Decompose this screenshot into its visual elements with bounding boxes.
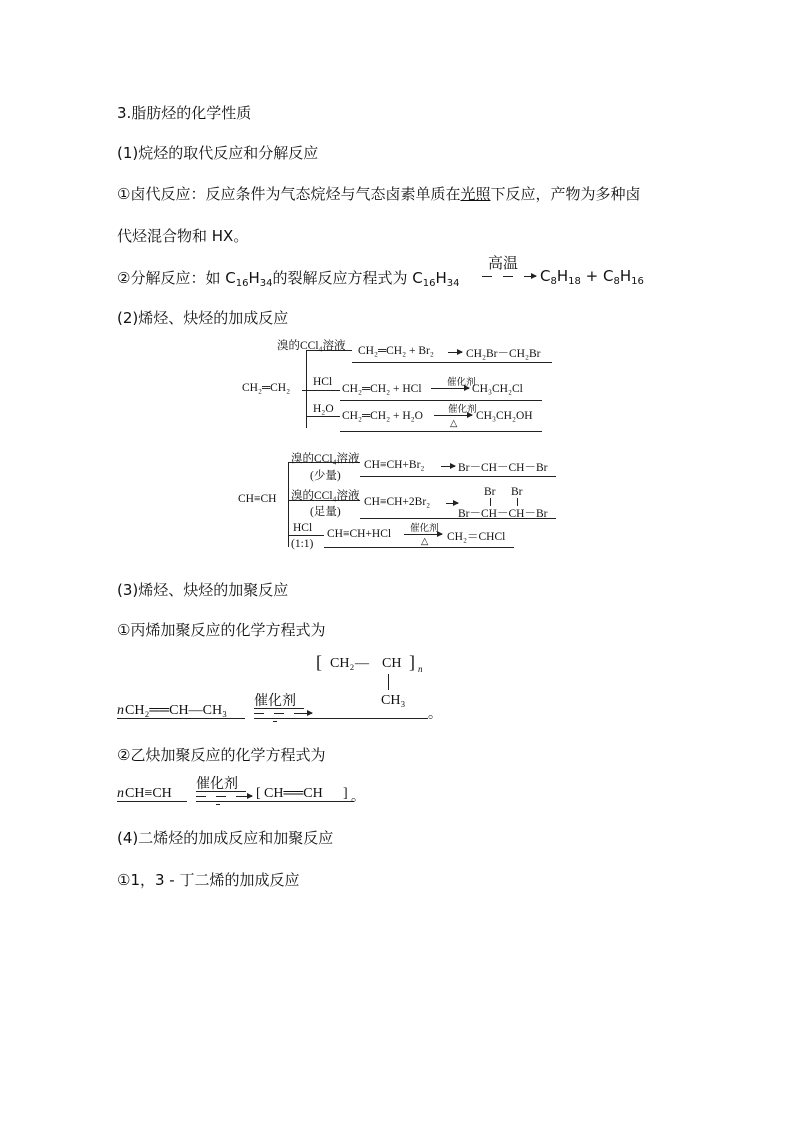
propene-prod-dash: — xyxy=(355,656,369,671)
ethene-r3-arrow xyxy=(434,415,472,416)
ethene-r2-underline xyxy=(340,400,542,401)
ethene-r2-arrow xyxy=(431,388,469,389)
text: H xyxy=(248,269,260,287)
paragraph-halogenation xyxy=(117,183,640,204)
propene-end: 。 xyxy=(428,707,442,722)
underlined-condition: 光照 xyxy=(460,185,491,203)
acetylene-poly-prod-bracket-right: ] xyxy=(343,786,348,801)
acetylene-poly-arrow xyxy=(236,796,252,797)
acetylene-r2-prod: Br－CH－CH－Br xyxy=(458,508,548,520)
propene-title: ①丙烯加聚反应的化学方程式为 xyxy=(117,621,326,639)
paragraph-halogenation-cont: 代烃混合物和 HX。 xyxy=(117,227,249,245)
acetylene-r3-cat: 催化剂 xyxy=(410,524,439,534)
acetylene-r1-amt: (少量) xyxy=(310,470,341,482)
acetylene-r1-prod: Br－CH－CH－Br xyxy=(458,462,548,474)
ethene-branch3 xyxy=(306,416,340,417)
acetylene-r3-eq: CH≡CH+HCl xyxy=(327,528,392,540)
acetylene-poly-reactant: CH≡CH xyxy=(125,786,172,801)
subscript: 16 xyxy=(422,278,436,289)
acetylene-r2-underline xyxy=(360,518,556,519)
cracking-products: $C_8H_{18} + C_8H_{16}$ xyxy=(540,267,644,287)
ethene-r3-eq: CH₂═CH₂ + H₂O xyxy=(342,410,423,422)
ethene-r2-cond: HCl xyxy=(313,376,333,388)
ethene-r3-heat: △ xyxy=(450,419,458,429)
cracking-arrow-dash1 xyxy=(482,276,492,277)
propene-prod-bracket-left: [ xyxy=(316,652,322,672)
acetylene-poly-small-dash xyxy=(216,804,220,805)
propene-prod-bracket-right: ] xyxy=(409,652,415,672)
acetylene-r3-arrow xyxy=(404,534,442,535)
acetylene-poly-end: 。 xyxy=(351,790,365,805)
acetylene-r2-br2: Br xyxy=(511,486,523,498)
text: ②分解反应：如 C xyxy=(117,269,236,287)
ethene-branch2 xyxy=(306,390,340,391)
cracking-arrow xyxy=(524,276,536,277)
ethene-r3-cond: H₂O xyxy=(313,403,334,415)
propene-catalyst: 催化剂 xyxy=(254,693,296,709)
diene-title: ①1，3 - 丁二烯的加成反应 xyxy=(117,871,300,889)
subheading-alkane: (1)烷烃的取代反应和分解反应 xyxy=(117,144,319,162)
acetylene-poly-dash1 xyxy=(196,796,206,797)
ethene-r1-cond: 溴的CCl₄溶液 xyxy=(277,340,346,352)
propene-prod-ch3: CH₃ xyxy=(381,693,406,708)
propene-arrow xyxy=(294,713,312,714)
ethene-r3-prod: CH₃CH₂OH xyxy=(476,410,533,422)
subheading-diene: (4)二烯烃的加成反应和加聚反应 xyxy=(117,829,334,847)
acetylene-r2-arrow xyxy=(446,503,458,504)
propene-n: n xyxy=(117,703,124,718)
acetylene-poly-catalyst: 催化剂 xyxy=(196,776,238,792)
acetylene-r1-arrow xyxy=(441,466,455,467)
acetylene-r1-underline xyxy=(360,476,556,477)
text: 下反应，产物为多种卤 xyxy=(490,185,641,203)
acetylene-branch3 xyxy=(288,535,324,536)
acetylene-r3-amt: (1:1) xyxy=(291,538,314,550)
cracking-arrow-dash2 xyxy=(503,276,513,277)
acetylene-r3-underline xyxy=(324,547,514,548)
acetylene-poly-prod-bracket-left: [ xyxy=(256,786,261,801)
acetylene-r1-eq: CH≡CH+Br₂ xyxy=(364,459,425,471)
ethene-r1-underline xyxy=(352,362,552,363)
acetylene-poly-cat-line xyxy=(196,791,246,792)
acetylene-poly-dash2 xyxy=(216,796,226,797)
acetylene-reactant: CH≡CH xyxy=(238,493,277,505)
ethene-r2-prod: CH₃CH₂Cl xyxy=(472,383,523,395)
propene-cat-line xyxy=(254,708,304,709)
ethene-r2-eq: CH₂═CH₂ + HCl xyxy=(342,383,422,395)
acetylene-r2-amt: (足量) xyxy=(310,506,341,518)
ethene-r2-cat: 催化剂 xyxy=(447,378,476,388)
propene-reactant: CH₂══CH—CH₃ xyxy=(125,703,227,718)
ethene-reactant: CH₂═CH₂ xyxy=(242,382,291,394)
acetylene-r2-cond: 溴的CCl₄溶液 xyxy=(291,490,360,502)
acetylene-r1-cond: 溴的CCl₄溶液 xyxy=(291,453,360,465)
acetylene-poly-reactant-underline xyxy=(117,801,187,802)
ethene-r3-cat: 催化剂 xyxy=(448,405,477,415)
text: ①卤代反应：反应条件为气态烷烃与气态卤素单质在 xyxy=(117,185,461,203)
propene-dash2 xyxy=(274,713,284,714)
section-title: 3.脂肪烃的化学性质 xyxy=(117,104,252,122)
text: 的裂解反应方程式为 C xyxy=(272,269,423,287)
acetylene-r2-br1: Br xyxy=(484,486,496,498)
propene-prod-ch2: CH₂ xyxy=(330,656,355,671)
subscript: 16 xyxy=(235,278,249,289)
propene-prod-ch: CH xyxy=(382,656,402,671)
propene-prod-bond xyxy=(388,674,389,690)
propene-dash1 xyxy=(254,713,264,714)
propene-prod-n: n xyxy=(418,664,423,674)
subheading-addition: (2)烯烃、炔烃的加成反应 xyxy=(117,309,289,327)
ethene-r1-prod: CH₂Br－CH₂Br xyxy=(466,348,541,360)
propene-small-dash xyxy=(273,721,277,722)
ethene-r1-arrow xyxy=(448,352,462,353)
acetylene-poly-n: n xyxy=(117,786,124,801)
subheading-polymerization: (3)烯烃、炔烃的加聚反应 xyxy=(117,581,289,599)
acetylene-r3-cond: HCl xyxy=(293,522,313,534)
propene-reactant-underline xyxy=(117,718,245,719)
text: H xyxy=(435,269,447,287)
acetylene-r2-eq: CH≡CH+2Br₂ xyxy=(364,496,431,508)
subscript: 34 xyxy=(446,278,460,289)
ethene-r1-eq: CH₂═CH₂ + Br₂ xyxy=(358,345,434,357)
ethene-r3-underline xyxy=(340,431,542,432)
acetylene-poly-prod: CH══CH xyxy=(264,786,323,801)
acetylene-r3-prod: CH₂＝CHCl xyxy=(447,531,506,543)
acetylene-poly-title: ②乙炔加聚反应的化学方程式为 xyxy=(117,746,326,764)
propene-underline xyxy=(254,718,428,719)
subscript: 34 xyxy=(259,278,273,289)
paragraph-cracking xyxy=(117,267,459,289)
cracking-condition: 高温 xyxy=(488,254,519,272)
acetylene-r3-heat: △ xyxy=(421,537,429,547)
